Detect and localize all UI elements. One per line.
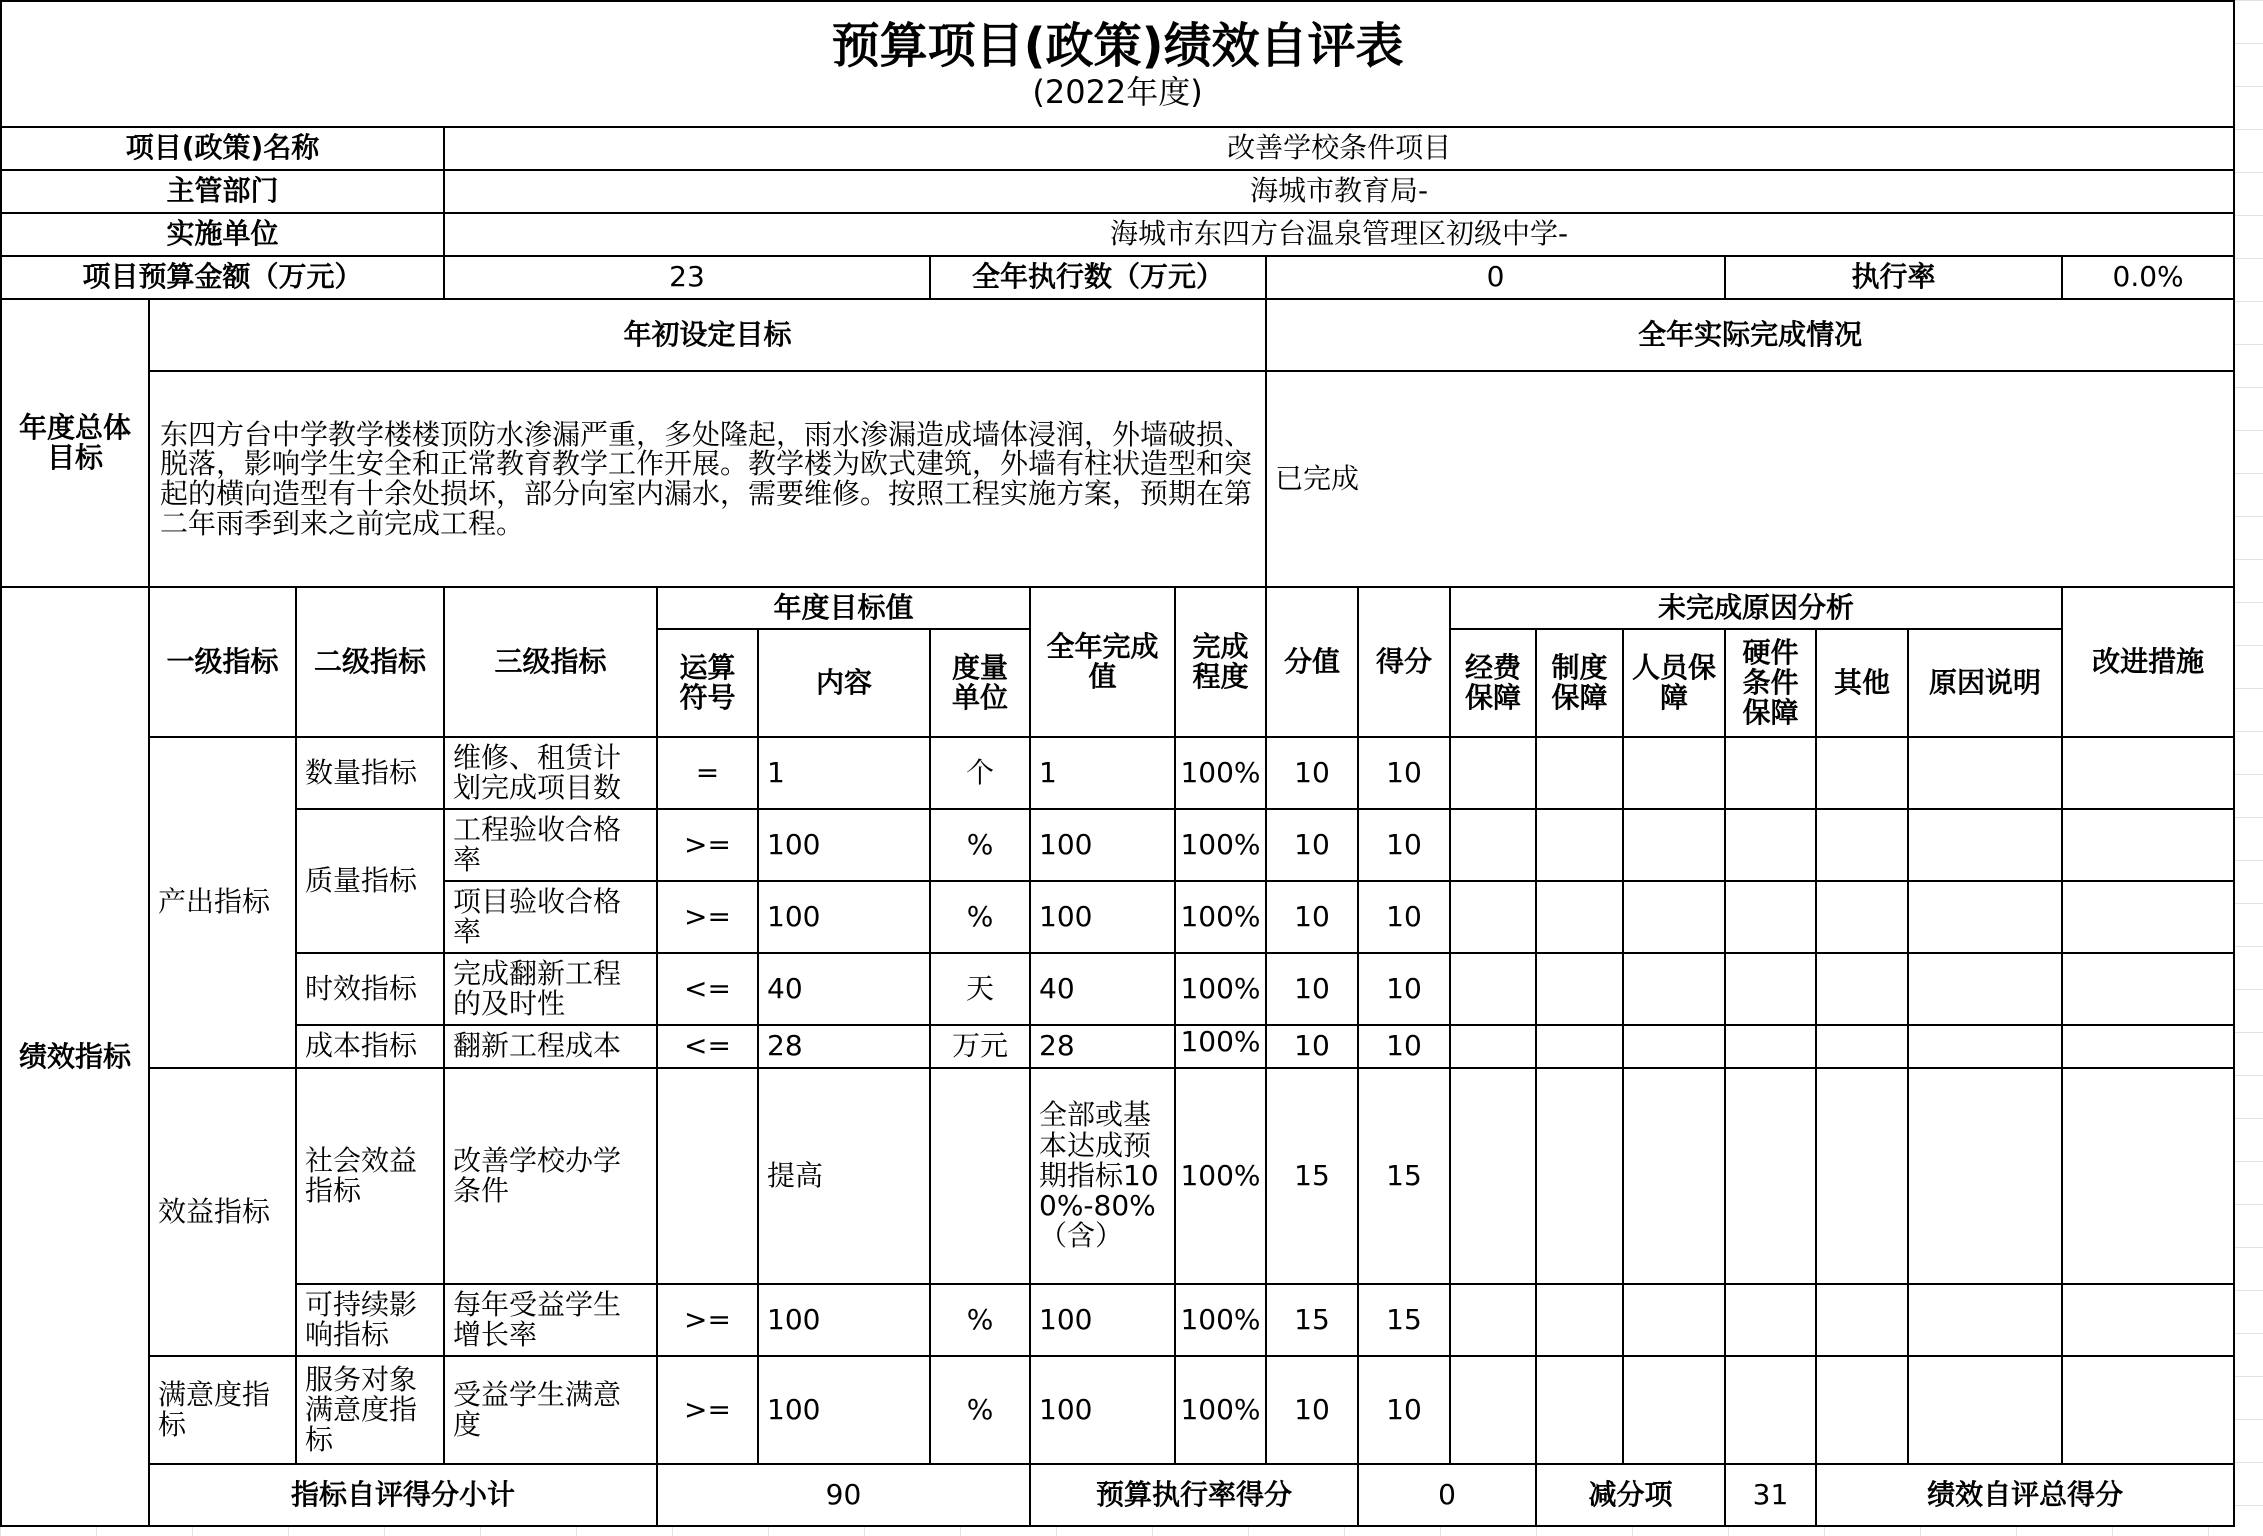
goal-section-label: 年度总体目标 <box>1 299 149 587</box>
subgroup-cost: 成本指标 <box>296 1025 444 1068</box>
row-degree[interactable]: 100% <box>1175 881 1266 953</box>
row-actual[interactable]: 100 <box>1030 1284 1175 1356</box>
row-staff[interactable] <box>1623 1068 1725 1284</box>
row-value[interactable]: 10 <box>1266 1356 1358 1464</box>
goal-actual-header: 全年实际完成情况 <box>1266 299 2234 371</box>
row-actual[interactable]: 40 <box>1030 953 1175 1025</box>
budget-label: 项目预算金额（万元） <box>1 256 444 299</box>
row-fund[interactable] <box>1450 1284 1536 1356</box>
table-row <box>1 1025 2234 1068</box>
row-hardware[interactable] <box>1725 1284 1816 1356</box>
subgroup-timeliness: 时效指标 <box>296 953 444 1025</box>
header-fund: 经费保障 <box>1450 629 1536 737</box>
dept-value[interactable]: 海城市教育局- <box>444 170 2234 213</box>
row-reason[interactable] <box>1908 1025 2062 1068</box>
row-system[interactable] <box>1536 1356 1623 1464</box>
goal-set-header: 年初设定目标 <box>149 299 1266 371</box>
page-subtitle: (2022年度) <box>1032 73 1203 112</box>
row-degree[interactable]: 100% <box>1175 953 1266 1025</box>
budget-score-label: 预算执行率得分 <box>1030 1464 1358 1526</box>
row-content[interactable]: 100 <box>758 1356 930 1464</box>
header-level2: 二级指标 <box>296 587 444 737</box>
row-value[interactable]: 10 <box>1266 953 1358 1025</box>
dept-label: 主管部门 <box>1 170 444 213</box>
row-score[interactable]: 10 <box>1358 953 1450 1025</box>
header-degree: 完成程度 <box>1175 587 1266 737</box>
header-actual: 全年完成值 <box>1030 587 1175 737</box>
row-actual[interactable]: 28 <box>1030 1025 1175 1068</box>
row-improve[interactable] <box>2062 881 2234 953</box>
deduct-label: 减分项 <box>1536 1464 1725 1526</box>
unit-value[interactable]: 海城市东四方台温泉管理区初级中学- <box>444 213 2234 256</box>
row-reason[interactable] <box>1908 1284 2062 1356</box>
subtotal-value[interactable]: 90 <box>657 1464 1030 1526</box>
perf-section-label: 绩效指标 <box>1 587 149 1526</box>
row-improve[interactable] <box>2062 953 2234 1025</box>
header-score: 得分 <box>1358 587 1450 737</box>
row-fund[interactable] <box>1450 737 1536 809</box>
row-hardware[interactable] <box>1725 737 1816 809</box>
row-staff[interactable] <box>1623 1356 1725 1464</box>
row-unit[interactable]: % <box>930 881 1030 953</box>
subgroup-social: 社会效益指标 <box>296 1068 444 1284</box>
row-score[interactable]: 10 <box>1358 1025 1450 1068</box>
row-actual[interactable]: 全部或基本达成预期指标100%-80%（含） <box>1030 1068 1175 1284</box>
subgroup-service: 服务对象满意度指标 <box>296 1356 444 1464</box>
row-score[interactable]: 15 <box>1358 1068 1450 1284</box>
row-unit[interactable]: 个 <box>930 737 1030 809</box>
goal-actual-text[interactable]: 已完成 <box>1266 371 2234 587</box>
header-reason-analysis: 未完成原因分析 <box>1450 587 2062 629</box>
row-staff[interactable] <box>1623 1284 1725 1356</box>
header-hardware: 硬件条件保障 <box>1725 629 1816 737</box>
row-value[interactable]: 10 <box>1266 881 1358 953</box>
row-staff[interactable] <box>1623 809 1725 881</box>
row-content[interactable]: 提高 <box>758 1068 930 1284</box>
row-unit[interactable]: 万元 <box>930 1025 1030 1068</box>
row-op[interactable] <box>657 1068 758 1284</box>
group-satisfaction: 满意度指标 <box>149 1356 296 1464</box>
row-reason[interactable] <box>1908 1356 2062 1464</box>
header-improve: 改进措施 <box>2062 587 2234 737</box>
subtotal-label: 指标自评得分小计 <box>149 1464 657 1526</box>
row-system[interactable] <box>1536 1025 1623 1068</box>
row-improve[interactable] <box>2062 1025 2234 1068</box>
row-l3[interactable]: 受益学生满意度 <box>444 1356 657 1464</box>
row-l3[interactable]: 改善学校办学条件 <box>444 1068 657 1284</box>
row-value[interactable]: 10 <box>1266 809 1358 881</box>
row-degree[interactable]: 100% <box>1175 737 1266 809</box>
row-actual[interactable]: 100 <box>1030 881 1175 953</box>
header-level1: 一级指标 <box>149 587 296 737</box>
row-fund[interactable] <box>1450 953 1536 1025</box>
row-fund[interactable] <box>1450 809 1536 881</box>
row-content[interactable]: 28 <box>758 1025 930 1068</box>
row-hardware[interactable] <box>1725 953 1816 1025</box>
row-l3[interactable]: 翻新工程成本 <box>444 1025 657 1068</box>
row-system[interactable] <box>1536 1284 1623 1356</box>
row-unit[interactable]: % <box>930 1284 1030 1356</box>
row-staff[interactable] <box>1623 953 1725 1025</box>
row-other[interactable] <box>1816 1356 1908 1464</box>
table-row <box>1 809 2234 881</box>
row-l3[interactable]: 完成翻新工程的及时性 <box>444 953 657 1025</box>
row-l3[interactable]: 每年受益学生增长率 <box>444 1284 657 1356</box>
row-content[interactable]: 1 <box>758 737 930 809</box>
row-fund[interactable] <box>1450 881 1536 953</box>
row-reason[interactable] <box>1908 953 2062 1025</box>
row-reason[interactable] <box>1908 809 2062 881</box>
row-other[interactable] <box>1816 1068 1908 1284</box>
row-l3[interactable]: 维修、租赁计划完成项目数 <box>444 737 657 809</box>
row-improve[interactable] <box>2062 809 2234 881</box>
row-score[interactable]: 10 <box>1358 737 1450 809</box>
row-content[interactable]: 40 <box>758 953 930 1025</box>
row-improve[interactable] <box>2062 1356 2234 1464</box>
row-hardware[interactable] <box>1725 1068 1816 1284</box>
exec-value[interactable]: 0 <box>1266 256 1725 299</box>
project-name-value[interactable]: 改善学校条件项目 <box>444 127 2234 170</box>
row-hardware[interactable] <box>1725 1025 1816 1068</box>
row-score[interactable]: 10 <box>1358 809 1450 881</box>
row-reason[interactable] <box>1908 737 2062 809</box>
unit-label: 实施单位 <box>1 213 444 256</box>
row-actual[interactable]: 100 <box>1030 1356 1175 1464</box>
page-title: 预算项目(政策)绩效自评表 <box>831 17 1404 74</box>
subgroup-quantity: 数量指标 <box>296 737 444 809</box>
row-hardware[interactable] <box>1725 881 1816 953</box>
row-staff[interactable] <box>1623 737 1725 809</box>
row-system[interactable] <box>1536 809 1623 881</box>
row-degree[interactable]: 100% <box>1175 1284 1266 1356</box>
rate-value[interactable]: 0.0% <box>2062 256 2234 299</box>
row-score[interactable]: 10 <box>1358 881 1450 953</box>
row-improve[interactable] <box>2062 737 2234 809</box>
row-system[interactable] <box>1536 737 1623 809</box>
row-unit[interactable]: % <box>930 809 1030 881</box>
table-row <box>1 1068 2234 1284</box>
subgroup-sustain: 可持续影响指标 <box>296 1284 444 1356</box>
row-op[interactable]: >= <box>657 1356 758 1464</box>
header-content: 内容 <box>758 629 930 737</box>
row-actual[interactable]: 100 <box>1030 809 1175 881</box>
header-unit: 度量单位 <box>930 629 1030 737</box>
row-system[interactable] <box>1536 953 1623 1025</box>
table-row <box>1 1284 2234 1356</box>
row-system[interactable] <box>1536 881 1623 953</box>
project-name-label: 项目(政策)名称 <box>1 127 444 170</box>
row-value[interactable]: 10 <box>1266 737 1358 809</box>
row-op[interactable]: >= <box>657 881 758 953</box>
row-degree[interactable]: 100% <box>1175 809 1266 881</box>
header-score-value: 分值 <box>1266 587 1358 737</box>
header-staff: 人员保障 <box>1623 629 1725 737</box>
row-l3[interactable]: 项目验收合格率 <box>444 881 657 953</box>
table-row <box>1 1356 2234 1464</box>
row-other[interactable] <box>1816 1025 1908 1068</box>
row-other[interactable] <box>1816 881 1908 953</box>
row-unit[interactable]: % <box>930 1356 1030 1464</box>
row-other[interactable] <box>1816 953 1908 1025</box>
group-benefit: 效益指标 <box>149 1068 296 1356</box>
budget-score-value[interactable]: 0 <box>1358 1464 1536 1526</box>
header-system: 制度保障 <box>1536 629 1623 737</box>
row-reason[interactable] <box>1908 881 2062 953</box>
row-l3[interactable]: 工程验收合格率 <box>444 809 657 881</box>
deduct-value[interactable]: 31 <box>1725 1464 1816 1526</box>
title-cell <box>1 1 2234 127</box>
row-other[interactable] <box>1816 1284 1908 1356</box>
rate-label: 执行率 <box>1725 256 2062 299</box>
row-degree[interactable]: 100% <box>1175 1068 1266 1284</box>
goal-set-text[interactable]: 东四方台中学教学楼楼顶防水渗漏严重，多处隆起，雨水渗漏造成墙体浸润，外墙破损、脱落，影响学生安全和正常教育教学工作开展。教学楼为欧式建筑，外墙有柱状造型和突起的横向造型有十余处损坏，部分向室内漏水，需要维修。按照工程实施方案，预期在第二年雨季到来之前完成工程。 <box>149 371 1266 587</box>
row-other[interactable] <box>1816 737 1908 809</box>
header-other: 其他 <box>1816 629 1908 737</box>
row-score[interactable]: 15 <box>1358 1284 1450 1356</box>
row-unit[interactable] <box>930 1068 1030 1284</box>
row-score[interactable]: 10 <box>1358 1356 1450 1464</box>
row-value[interactable]: 10 <box>1266 1025 1358 1068</box>
row-op[interactable]: >= <box>657 1284 758 1356</box>
budget-value[interactable]: 23 <box>444 256 930 299</box>
row-unit[interactable]: 天 <box>930 953 1030 1025</box>
row-op[interactable]: <= <box>657 953 758 1025</box>
header-annual-target: 年度目标值 <box>657 587 1030 629</box>
total-label: 绩效自评总得分 <box>1816 1464 2234 1526</box>
row-staff[interactable] <box>1623 881 1725 953</box>
row-value[interactable]: 15 <box>1266 1068 1358 1284</box>
header-reason: 原因说明 <box>1908 629 2062 737</box>
table-row <box>1 953 2234 1025</box>
row-content[interactable]: 100 <box>758 881 930 953</box>
row-system[interactable] <box>1536 1068 1623 1284</box>
subgroup-quality: 质量指标 <box>296 809 444 953</box>
header-level3: 三级指标 <box>444 587 657 737</box>
row-degree[interactable]: 100% <box>1175 1025 1266 1068</box>
row-degree[interactable]: 100% <box>1175 1356 1266 1464</box>
row-other[interactable] <box>1816 809 1908 881</box>
row-fund[interactable] <box>1450 1356 1536 1464</box>
row-reason[interactable] <box>1908 1068 2062 1284</box>
row-op[interactable]: >= <box>657 809 758 881</box>
header-op: 运算符号 <box>657 629 758 737</box>
row-fund[interactable] <box>1450 1025 1536 1068</box>
row-improve[interactable] <box>2062 1068 2234 1284</box>
row-op[interactable]: = <box>657 737 758 809</box>
row-content[interactable]: 100 <box>758 809 930 881</box>
group-output: 产出指标 <box>149 737 296 1068</box>
row-fund[interactable] <box>1450 1068 1536 1284</box>
row-value[interactable]: 15 <box>1266 1284 1358 1356</box>
row-improve[interactable] <box>2062 1284 2234 1356</box>
row-actual[interactable]: 1 <box>1030 737 1175 809</box>
exec-label: 全年执行数（万元） <box>930 256 1266 299</box>
row-content[interactable]: 100 <box>758 1284 930 1356</box>
row-hardware[interactable] <box>1725 809 1816 881</box>
row-staff[interactable] <box>1623 1025 1725 1068</box>
row-op[interactable]: <= <box>657 1025 758 1068</box>
row-hardware[interactable] <box>1725 1356 1816 1464</box>
table-row <box>1 737 2234 809</box>
